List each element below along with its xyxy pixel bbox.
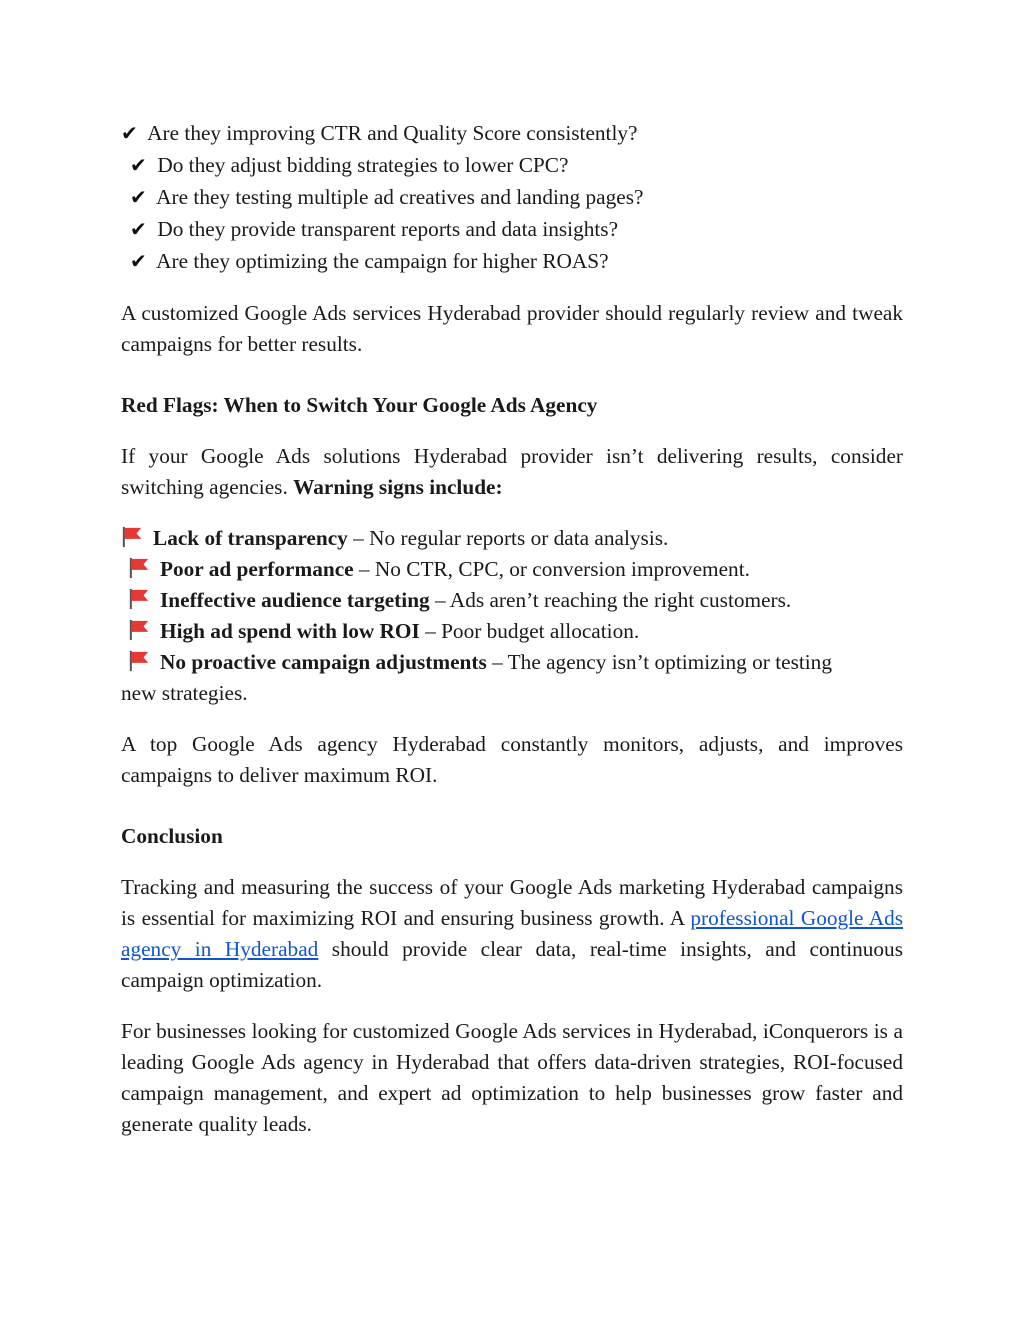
red-flag-item: Poor ad performance – No CTR, CPC, or conversion improvement.: [121, 554, 903, 585]
red-flag-icon: [128, 588, 150, 610]
agency-link[interactable]: professional Google Ads agency in Hyderabad: [121, 906, 904, 961]
checkmark-icon: ✔: [130, 251, 147, 273]
checklist-item: ✔ Do they provide transparent reports and data insights?: [121, 214, 903, 246]
red-flag-item: Lack of transparency – No regular reports or data analysis.: [121, 523, 903, 554]
paragraph-review: A customized Google Ads services Hyderabad provider should regularly review and tweak campaigns for better results.: [121, 301, 903, 356]
heading-red-flags: Red Flags: When to Switch Your Google Ads Agency: [121, 393, 598, 417]
checklist: [121, 118, 903, 278]
document-page: [121, 118, 903, 1140]
paragraph-final: For businesses looking for customized Google Ads services in Hyderabad, iConquerors is a leading Google Ads agency in Hyderabad that offers data-driven strategies, ROI-focused campaign management, and expert ad optimization to help businesses grow faster and generate quality leads.: [121, 1019, 903, 1136]
checkmark-icon: ✔: [130, 155, 147, 177]
paragraph-switch: If your Google Ads solutions Hyderabad provider isn’t delivering results, consider switching agencies. Warning signs include:: [121, 444, 903, 499]
checkmark-icon: ✔: [130, 187, 147, 209]
paragraph-tracking: Tracking and measuring the success of your Google Ads marketing Hyderabad campaigns is essential for maximizing ROI and ensuring business growth. A professional Google Ads agency in Hyderabad should provide clear data, real-time insights, and continuous campaign optimization.: [121, 875, 904, 992]
red-flag-item: Ineffective audience targeting – Ads aren’t reaching the right customers.: [121, 585, 903, 616]
red-flag-item: High ad spend with low ROI – Poor budget allocation.: [121, 616, 903, 647]
checklist-item: ✔ Are they improving CTR and Quality Score consistently?: [121, 118, 903, 150]
checkmark-icon: ✔: [121, 123, 138, 145]
checklist-item: ✔ Are they testing multiple ad creatives and landing pages?: [121, 182, 903, 214]
red-flag-icon: [128, 619, 150, 641]
red-flag-continuation: new strategies.: [121, 681, 248, 705]
checkmark-icon: ✔: [130, 219, 147, 241]
checklist-item: ✔ Do they adjust bidding strategies to lower CPC?: [121, 150, 903, 182]
checklist-item: ✔ Are they optimizing the campaign for higher ROAS?: [121, 246, 903, 278]
red-flag-list: [121, 523, 903, 709]
red-flag-icon: [128, 650, 150, 672]
heading-conclusion: Conclusion: [121, 824, 223, 848]
paragraph-top-agency: A top Google Ads agency Hyderabad constantly monitors, adjusts, and improves campaigns to deliver maximum ROI.: [121, 732, 903, 787]
red-flag-icon: [121, 526, 143, 548]
red-flag-item: No proactive campaign adjustments – The agency isn’t optimizing or testing: [121, 647, 903, 678]
red-flag-icon: [128, 557, 150, 579]
